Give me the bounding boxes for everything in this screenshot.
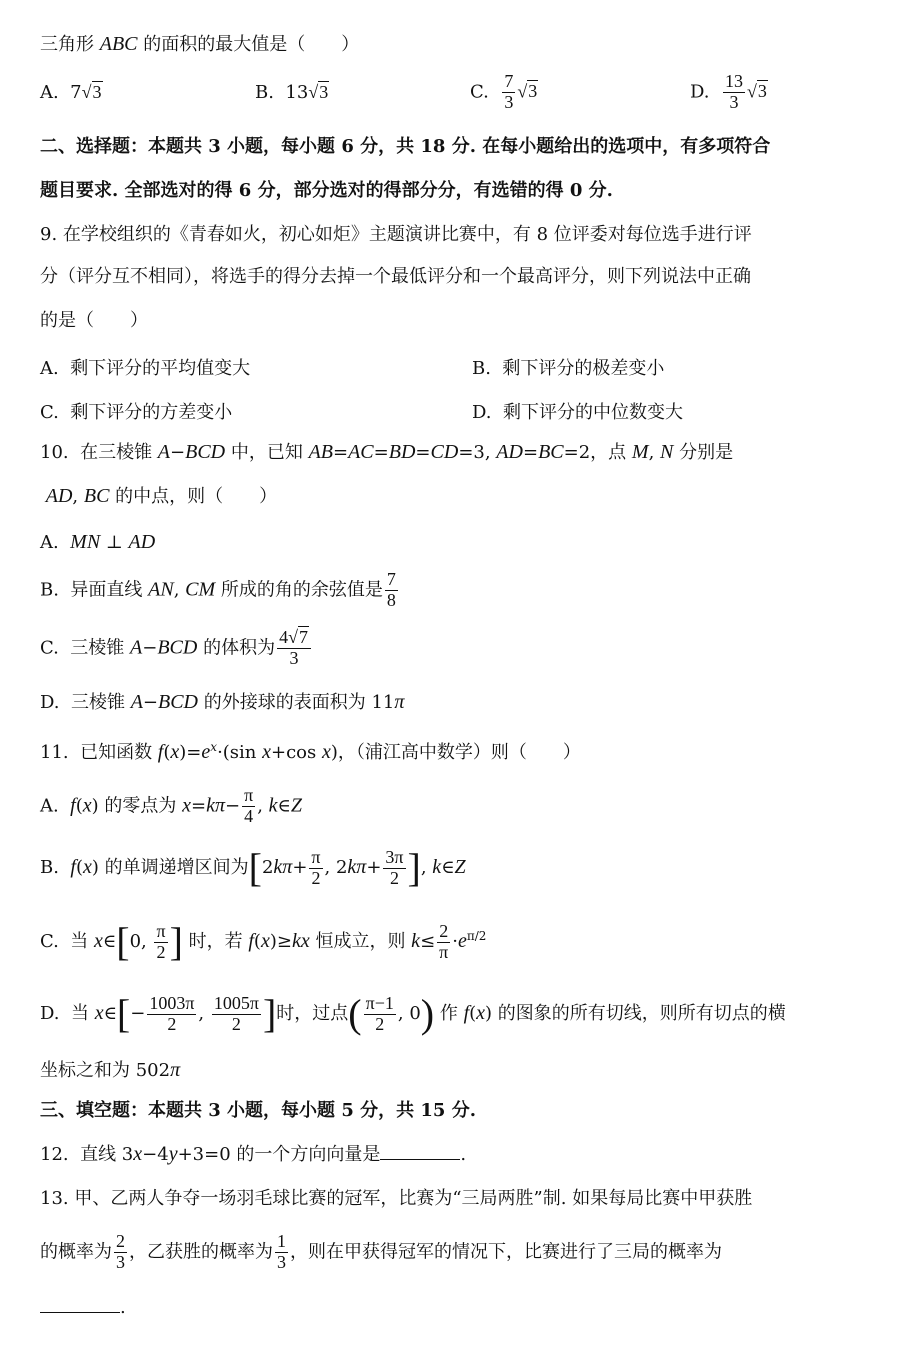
q10-option-b: B. 异面直线 AN, CM 所成的角的余弦值是 $\frac{7}{8}$ [40, 569, 396, 610]
q11-option-c: C. 当 x∈[0, $\frac{\pi}{2}$ ] 时，若 f(x)≥kx 恒成立，则 k≤ $\frac{2}{\pi}$ $\cdot e^{\pi/2}$ [40, 919, 487, 964]
q10-option-d: D. 三棱锥 A−BCD 的外接球的表面积为 11π [40, 691, 405, 713]
q11-option-d-line1: D. 当 x∈[− $\frac{1003\pi}{2}$ , $\frac{1005\pi}{2}$ ]时，过点( $\frac{\pi-1}{2}$ , 0) 作 f(x) 的图象的所有切线，则所有切点的横 [40, 991, 786, 1036]
q8-option-b: B. 13√3 [255, 82, 329, 103]
q9-option-a: A. 剩下评分的平均值变大 [40, 358, 251, 379]
q8-option-a: A. 7√3 [40, 82, 102, 103]
q10-option-a: A. MN ⊥ AD [40, 531, 156, 553]
q9-option-d: D. 剩下评分的中位数变大 [472, 402, 683, 423]
section2-heading-line2: 题目要求. 全部选对的得 6 分，部分选对的得部分分，有选错的得 0 分. [40, 180, 613, 201]
q9-line1: 9. 在学校组织的《青春如火，初心如炬》主题演讲比赛中，有 8 位评委对每位选手进行评 [40, 224, 752, 245]
q8-option-d: D. $\frac{13}{3}$ √3 [690, 71, 767, 112]
q8-stem: 三角形 ABC 的面积的最大值是（ ） [40, 33, 360, 55]
q11-option-a: A. f(x) 的零点为 x=kπ− $\frac{\pi}{4}$ , k∈Z [40, 785, 302, 826]
q10-option-c: C. 三棱锥 A−BCD 的体积为 $\frac{4√7}{3}$ [40, 628, 816, 669]
q12-text: 12. 直线 3x−4y+3=0 的一个方向向量是 . [40, 1143, 467, 1165]
q11-stem: 11. 已知函数 $f(x)=e^x\cdot(\sin$ x+cos x)，（浦江高中数学）则（ ） [40, 740, 581, 763]
q13-line1: 13. 甲、乙两人争夺一场羽毛球比赛的冠军，比赛为“三局两胜”制. 如果每局比赛中甲获胜 [40, 1188, 753, 1209]
q13-line3: . [40, 1296, 816, 1319]
q11-option-d-line2: 坐标之和为 502π [40, 1059, 181, 1081]
q9-option-c: C. 剩下评分的方差变小 [40, 402, 233, 423]
q8-option-c: C. $\frac{7}{3}$ √3 [470, 71, 538, 112]
q9-line2: 分（评分互不相同），将选手的得分去掉一个最低评分和一个最高评分，则下列说法中正确 [40, 266, 751, 287]
section2-heading-line1: 二、选择题：本题共 3 小题，每小题 6 分，共 18 分. 在每小题给出的选项中，有多项符合 [40, 136, 771, 157]
section3-heading: 三、填空题：本题共 3 小题，每小题 5 分，共 15 分. [40, 1100, 476, 1121]
q9-line3: 的是（ ） [40, 310, 148, 331]
q9-option-b: B. 剩下评分的极差变小 [472, 358, 665, 379]
q10-line2: AD, BC 的中点，则（ ） [45, 485, 278, 507]
q11-option-b: B. f(x) 的单调递增区间为[2kπ+ $\frac{\pi}{2}$ , 2kπ+ $\frac{3\pi}{2}$ ], k∈Z [40, 845, 466, 890]
q10-line1: 10. 在三棱锥 A−BCD 中，已知 AB=AC=BD=CD=3, AD=BC=2，点 M, N 分别是 [40, 441, 734, 463]
q13-line2: 的概率为 $\frac{2}{3}$ ，乙获胜的概率为 $\frac{1}{3}$ ，则在甲获得冠军的情况下，比赛进行了三局的概率为 [40, 1231, 722, 1272]
